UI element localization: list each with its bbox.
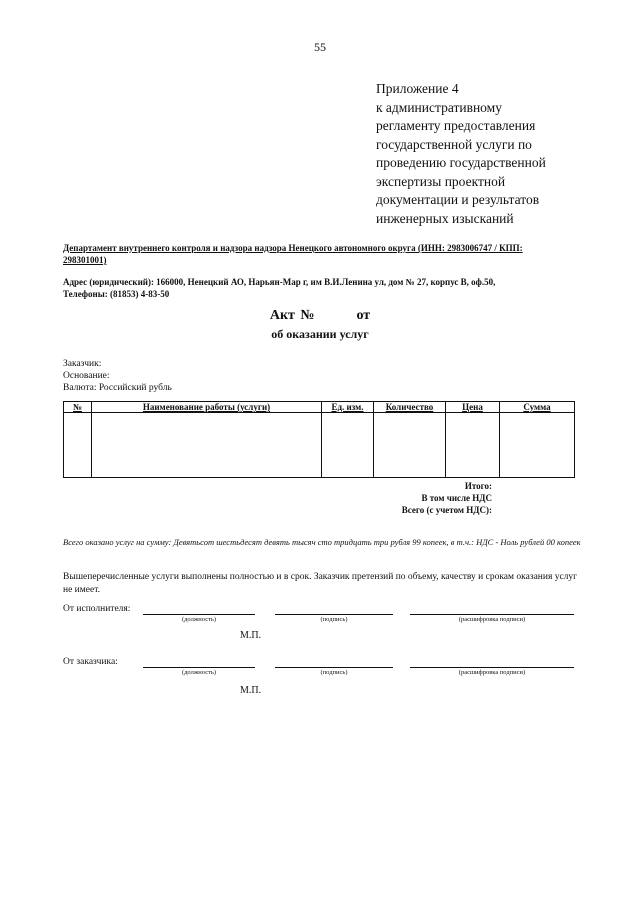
customer-position-line	[143, 667, 255, 668]
currency-label: Валюта: Российский рубль	[63, 383, 172, 393]
table-cell	[500, 413, 575, 478]
table-cell	[446, 413, 500, 478]
customer-decoding-line	[410, 667, 574, 668]
header-number: №	[64, 402, 92, 413]
act-number-label: Акт №	[269, 308, 315, 323]
totals-block	[402, 480, 492, 516]
page-number: 55	[314, 40, 326, 54]
customer-decoding-caption: (расшифровка подписи)	[458, 669, 526, 676]
executor-signature-caption: (подпись)	[320, 616, 348, 623]
header-unit: Ед. изм.	[322, 402, 374, 413]
vat-label: В том числе НДС	[421, 493, 492, 503]
act-subtitle: об оказании услуг	[271, 327, 369, 341]
customer-signature-caption: (подпись)	[320, 669, 348, 676]
total-with-vat-label: Всего (с учетом НДС):	[401, 505, 492, 515]
table-cell	[374, 413, 446, 478]
department-name: Департамент внутреннего контроля и надзора надзора Ненецкого автономного округа (ИНН: 2983006747 / КПП: 298301001)	[63, 243, 523, 265]
table-cell	[92, 413, 322, 478]
table-cell	[322, 413, 374, 478]
appendix-line: инженерных изысканий	[376, 210, 514, 226]
appendix-line: государственной услуги по	[376, 136, 532, 152]
executor-decoding-line	[410, 614, 574, 615]
act-title	[0, 308, 640, 324]
header-service-name: Наименование работы (услуги)	[92, 402, 322, 413]
executor-stamp: М.П.	[240, 630, 262, 641]
customer-stamp: М.П.	[240, 685, 262, 696]
department-contacts	[63, 276, 563, 300]
table-cell	[64, 413, 92, 478]
appendix-line: проведению государственной	[376, 155, 546, 170]
appendix-line: Приложение 4	[376, 81, 459, 96]
appendix-line: документации и результатов	[376, 192, 540, 207]
act-date-label: от	[356, 308, 371, 323]
basis-label: Основание:	[63, 371, 110, 381]
table-header-row	[64, 402, 575, 413]
act-meta	[63, 358, 172, 394]
executor-position-caption: (должность)	[181, 616, 217, 623]
header-quantity: Количество	[374, 402, 446, 413]
services-table	[63, 401, 575, 478]
total-label: Итого:	[464, 481, 492, 491]
table-row	[64, 413, 575, 478]
executor-decoding-caption: (расшифровка подписи)	[458, 616, 526, 623]
executor-label: От исполнителя:	[63, 604, 131, 614]
appendix-line: к административному	[376, 99, 502, 115]
header-price: Цена	[446, 402, 500, 413]
executor-position-line	[143, 614, 255, 615]
customer-label: Заказчик:	[63, 359, 102, 369]
customer-sign-label: От заказчика:	[63, 657, 118, 667]
department-address: Адрес (юридический): 166000, Ненецкий АО, Нарьян-Мар г, им В.И.Ленина ул, дом № 27, корпус В, оф.50,	[63, 277, 496, 287]
customer-position-caption: (должность)	[181, 669, 217, 676]
appendix-line: регламенту предоставления	[376, 118, 536, 133]
department-phones: Телефоны: (81853) 4-83-50	[63, 289, 170, 299]
header-sum: Сумма	[500, 402, 575, 413]
customer-signature-line	[275, 667, 393, 668]
appendix-header	[376, 80, 616, 228]
executor-signature-line	[275, 614, 393, 615]
appendix-line: экспертизы проектной	[376, 173, 506, 189]
completion-notice: Вышеперечисленные услуги выполнены полностью и в срок. Заказчик претензий по объему, качеству и срокам оказания услуг не имеет.	[63, 572, 578, 595]
amount-summary: Всего оказано услуг на сумму: Девятьсот шестьдесят девять тысяч сто тридцать три рубля 99 копеек, в т.ч.: НДС - Ноль рублей 00 копеек	[63, 537, 581, 547]
